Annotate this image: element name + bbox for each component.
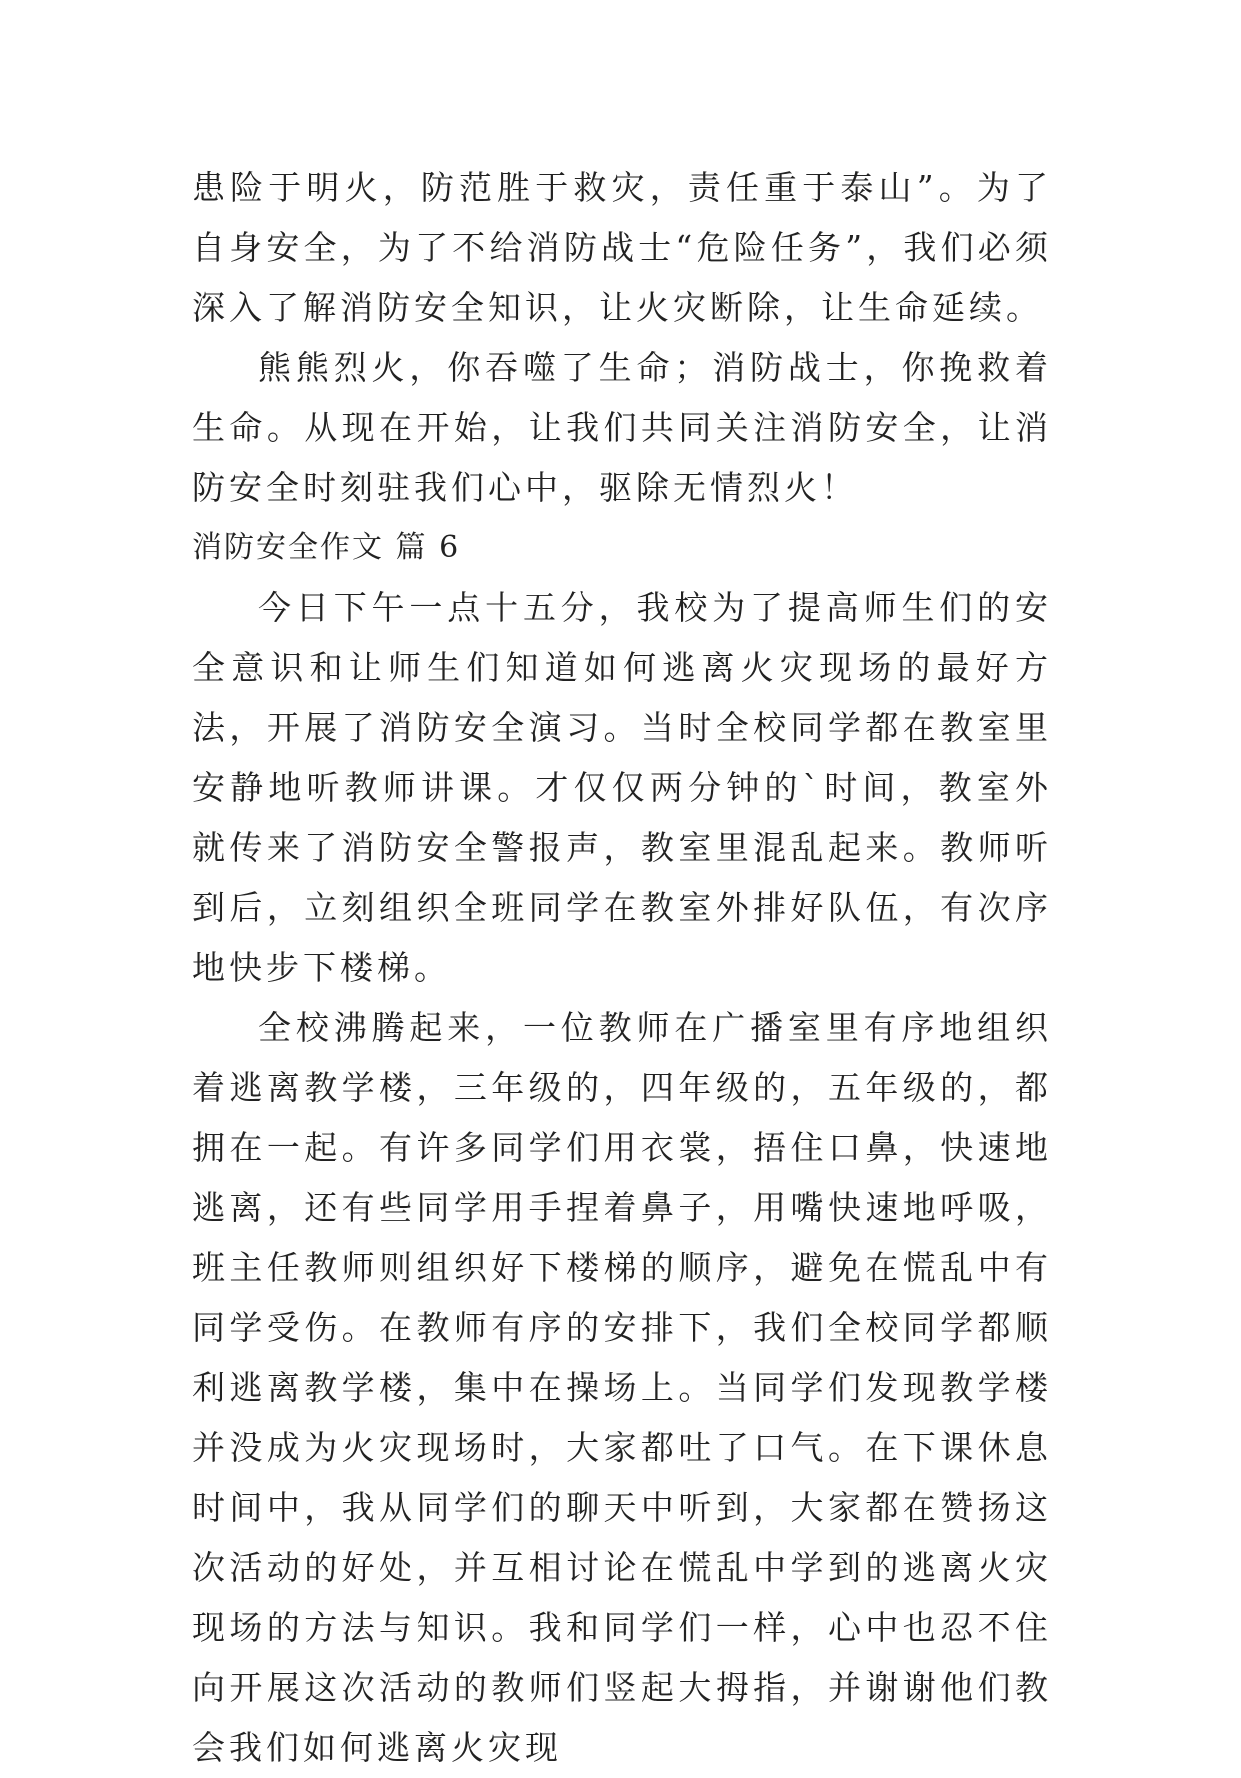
- paragraph-2: 熊熊烈火，你吞噬了生命；消防战士，你挽救着生命。从现在开始，让我们共同关注消防安全，让消防安全时刻驻我们心中，驱除无情烈火！: [192, 348, 1052, 507]
- section-heading: 消防安全作文 篇 6: [192, 530, 461, 565]
- paragraph-4: 全校沸腾起来，一位教师在广播室里有序地组织着逃离教学楼，三年级的，四年级的，五年级的，都拥在一起。有许多同学们用衣裳，捂住口鼻，快速地逃离，还有些同学用手捏着鼻子，用嘴快速地呼吸，班主任教师则组织好下楼梯的顺序，避免在慌乱中有同学受伤。在教师有序的安排下，我们全校同学都顺利逃离教学楼，集中在操场上。当同学们发现教学楼并没成为火灾现场时，大家都吐了口气。在下课休息时间中，我从同学们的聊天中听到，大家都在赞扬这次活动的好处，并互相讨论在慌乱中学到的逃离火灾现场的方法与知识。我和同学们一样，心中也忍不住向开展这次活动的教师们竖起大拇指，并谢谢他们教会我们如何逃离火灾现: [192, 1008, 1052, 1767]
- paragraph-1: 患险于明火，防范胜于救灾，责任重于泰山”。为了自身安全，为了不给消防战士“危险任务”，我们必须深入了解消防安全知识，让火灾断除，让生命延续。: [192, 168, 1052, 327]
- paragraph-3: 今日下午一点十五分，我校为了提高师生们的安全意识和让师生们知道如何逃离火灾现场的最好方法，开展了消防安全演习。当时全校同学都在教室里安静地听教师讲课。才仅仅两分钟的`时间，教室外就传来了消防安全警报声，教室里混乱起来。教师听到后，立刻组织全班同学在教室外排好队伍，有次序地快步下楼梯。: [192, 588, 1052, 987]
- document-body: [192, 158, 1052, 1778]
